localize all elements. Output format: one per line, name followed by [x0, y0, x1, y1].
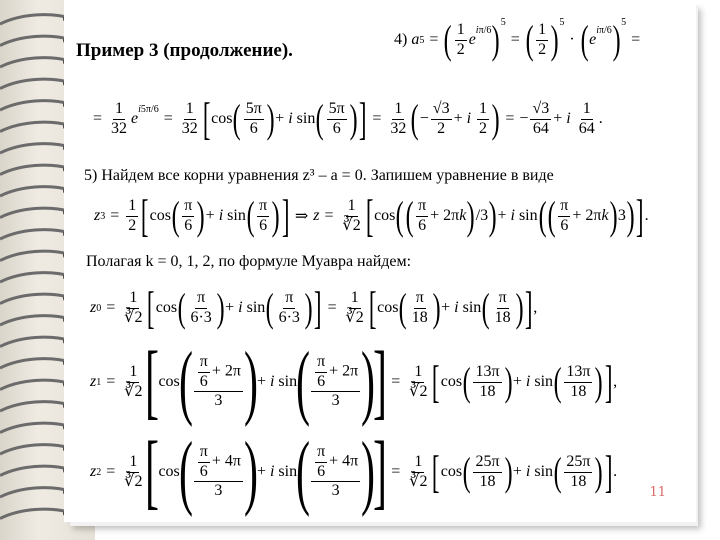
binder-ring — [0, 488, 70, 497]
binder-ring — [0, 251, 70, 260]
slide-title: Пример 3 (продолжение). — [76, 40, 293, 61]
binder-ring — [0, 79, 70, 88]
binder-ring — [0, 187, 70, 196]
binder-ring — [0, 380, 70, 389]
binder-ring — [0, 423, 70, 432]
binder-ring — [0, 294, 70, 303]
binder-ring — [0, 337, 70, 346]
binder-ring — [0, 466, 70, 475]
binder-ring — [0, 122, 70, 131]
formula-z0: z 0 = $\frac{1}{∛2}$ [ cos ( $\frac{\pi}{6\cdot 3}$ ) + i sin ( $\frac{\pi}{6\cdot 3}$ ) ] = $\frac{1}{∛2}$ [ cos ( $\frac{\pi}{18}$ ) + i sin ( $\frac{\pi}{18}$ ) ] , — [90, 282, 538, 333]
formula-step4-a5: 4) a 5 = ( $\frac{1}{2}$ e $^{i \pi/6}$ ) $^5$ = ( $\frac{1}{2}$ ) $^5$ · ( e $^{i \pi/6}$ ) $^5$ = — [394, 16, 641, 62]
page-number: 11 — [649, 485, 666, 500]
binder-ring — [0, 402, 70, 411]
formula-z1: z 1 = $\frac{1}{∛2}$ [ cos ( $\frac{\pi}{6}$ + 2π 3 ) + i sin ( $\frac{\pi}{6}$ + 2π 3 ) ] = $\frac{1}{∛2}$ [ cos ( $\frac{13\pi}{18}$ ) + i sin ( $\frac{13\pi}{18}$ ) ] , — [90, 335, 618, 428]
binder-ring — [0, 36, 70, 45]
binder-ring — [0, 144, 70, 153]
binder-ring — [0, 316, 70, 325]
moivre-text: Полагая k = 0, 1, 2, по формуле Муавра найдем: — [86, 253, 412, 270]
binder-ring — [0, 509, 70, 518]
formula-z2: z 2 = $\frac{1}{∛2}$ [ cos ( $\frac{\pi}{6}$ + 4π 3 ) + i sin ( $\frac{\pi}{6}$ + 4π 3 ) ] = $\frac{1}{∛2}$ [ cos ( $\frac{25\pi}{18}$ ) + i sin ( $\frac{25\pi}{18}$ ) ] . — [90, 425, 618, 518]
binder-ring — [0, 208, 70, 217]
binder-ring — [0, 165, 70, 174]
binder-ring — [0, 445, 70, 454]
binder-ring — [0, 359, 70, 368]
binder-ring — [0, 101, 70, 110]
step4-label: 4) — [394, 31, 408, 48]
binder-ring — [0, 58, 70, 67]
step5-text: 5) Найдем все корни уравнения z³ – a = 0. Запишем уравнение в виде — [84, 167, 554, 184]
formula-step4-result: = $\frac{1}{32}$ e $^{i 5\pi/6}$ = $\frac{1}{32}$ [ cos ( $\frac{5\pi}{6}$ ) + i sin ( $\frac{5\pi}{6}$ ) ] = $\frac{1}{32}$ ( − $\frac{√3}{2}$ + i $\frac{1}{2}$ ) = − $\frac{√3}{64}$ + i $\frac{1}{64}$ . — [93, 93, 603, 144]
binder-ring — [0, 15, 70, 24]
slide — [64, 0, 696, 522]
binder-ring — [0, 230, 70, 239]
binder-ring — [0, 273, 70, 282]
formula-step5-equation: z 3 = $\frac{1}{2}$ [ cos ( $\frac{\pi}{6}$ ) + i sin ( $\frac{\pi}{6}$ ) ] ⇒ z = $\frac{1}{∛2}$ [ cos ( ( $\frac{\pi}{6}$ + 2π k ) /3 ) + i sin ( ( $\frac{\pi}{6}$ + 2π k ) 3 ) ] . — [94, 190, 649, 241]
